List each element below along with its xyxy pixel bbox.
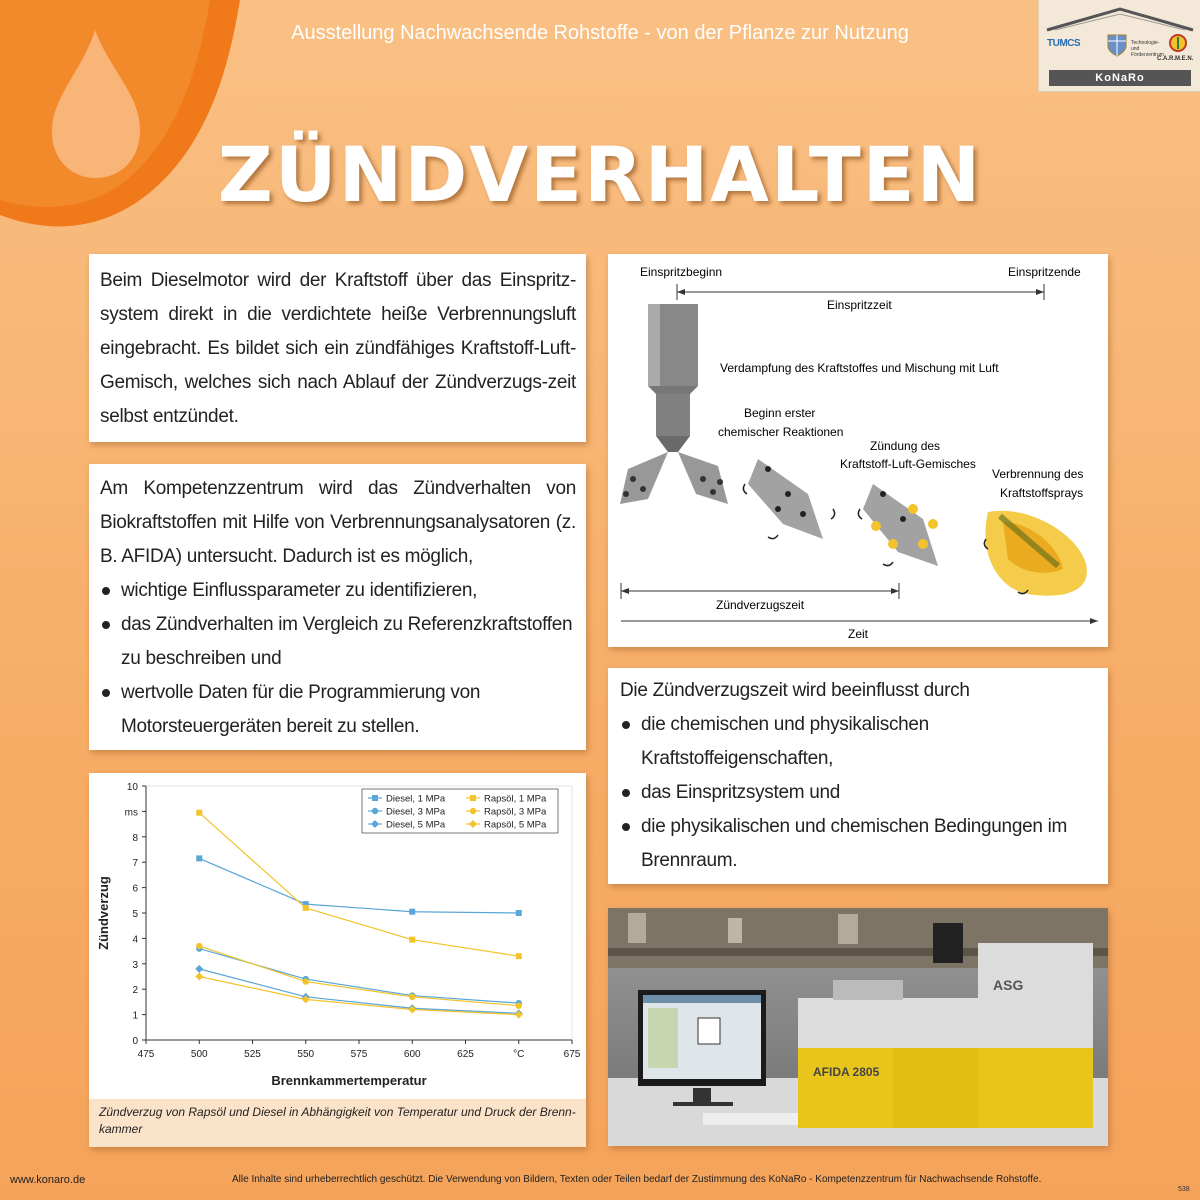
- data-point: [409, 994, 415, 1000]
- injector-nozzle-icon: [648, 304, 698, 452]
- y-tick-label: 0: [132, 1036, 138, 1047]
- data-point: [195, 965, 203, 973]
- legend-label: Rapsöl, 1 MPa: [484, 793, 547, 805]
- data-point: [516, 910, 522, 916]
- data-point: [408, 1006, 416, 1014]
- ignition-delay-label: Zündverzugszeit: [716, 598, 805, 612]
- konaro-logo: KoNaRo: [1049, 70, 1191, 86]
- x-tick-label: °C: [513, 1049, 525, 1060]
- data-point: [196, 855, 202, 861]
- y-tick-label: 5: [132, 909, 138, 920]
- x-tick-label: 550: [297, 1049, 315, 1060]
- y-axis-label: Zündverzug: [96, 876, 111, 950]
- competence-bullet-list: [100, 574, 576, 744]
- series-line: [199, 969, 519, 1013]
- chart-series-group: [195, 965, 523, 1017]
- x-tick-label: 675: [563, 1049, 581, 1060]
- bavaria-crest-icon: [1105, 32, 1129, 58]
- spray-combustion-icon: [984, 511, 1087, 596]
- data-point: [196, 943, 202, 949]
- y-tick-label: 7: [132, 858, 138, 870]
- y-tick-label: ms: [124, 807, 138, 819]
- lab-photo: [608, 908, 1108, 1146]
- intro-text: Beim Dieselmotor wird der Kraftstoff über das Einspritz-system direkt in die verdichtete heiße Verbrennungsluft eingebracht. Es bildet sich ein zündfähiges Kraftstoff-Luft- Gemisch, welches sich nach Ablauf der Zündverzugs-zeit selbst entzündet.: [100, 270, 576, 427]
- time-axis-label: Zeit: [848, 627, 869, 641]
- chart-series-group: [196, 855, 522, 916]
- spray-reaction-icon: [743, 459, 834, 539]
- tfz-logo: Technologie- und Förderzentrum: [1131, 40, 1164, 58]
- list-item: wertvolle Daten für die Programmierung von Motorsteuergeräten bereit zu stellen.: [100, 676, 576, 744]
- competence-text: Am Kompetenzzentrum wird das Zündverhalten von Biokraftstoffen mit Hilfe von Verbrennungsanalysatoren (z. B. AFIDA) untersucht. Dadurch ist es möglich,: [100, 478, 576, 567]
- legend-label: Diesel, 3 MPa: [386, 806, 446, 818]
- data-point: [303, 905, 309, 911]
- legend-label: Diesel, 1 MPa: [386, 793, 446, 805]
- x-tick-label: 600: [403, 1049, 421, 1060]
- legend-marker: [470, 795, 476, 801]
- factors-bullet-list: [620, 708, 1098, 878]
- ignition-label-line1: Zündung des: [870, 439, 941, 453]
- ignition-process-diagram: [608, 254, 1108, 647]
- list-item: das Einspritzsystem und: [620, 776, 1098, 810]
- carmen-logo: C.A.R.M.E.N.: [1157, 56, 1194, 62]
- legend-label: Rapsöl, 3 MPa: [484, 806, 547, 818]
- list-item: die chemischen und physikalischen Kraftstoffeigenschaften,: [620, 708, 1098, 776]
- ignition-delay-chart: [89, 773, 586, 1099]
- footer-copyright: Alle Inhalte sind urheberrechtlich geschützt. Die Verwendung von Bildern, Texten oder Teilen bedarf der Zustimmung des KoNaRo - Kompetenzzentrum für Nachwachsende Rohstoffe.: [232, 1174, 1042, 1185]
- injection-end-label: Einspritzende: [1008, 265, 1081, 279]
- roof-icon: [1045, 6, 1195, 32]
- series-line: [199, 949, 519, 1004]
- y-tick-label: 3: [132, 959, 138, 971]
- lab-photo-illustration: [608, 908, 1108, 1146]
- data-point: [196, 810, 202, 816]
- y-tick-label: 1: [132, 1010, 138, 1022]
- competence-card: [89, 464, 586, 750]
- chart-series-group: [196, 945, 522, 1006]
- reactions-label-line1: Beginn erster: [744, 406, 816, 420]
- footer-number: 538: [1178, 1186, 1190, 1193]
- combustion-label-line2: Kraftstoffsprays: [1000, 486, 1084, 500]
- series-line: [199, 858, 519, 913]
- data-point: [515, 1011, 523, 1019]
- chart-series-group: [196, 943, 522, 1009]
- x-tick-label: 500: [190, 1049, 208, 1060]
- carmen-logo-icon: [1169, 34, 1187, 52]
- x-tick-label: 625: [457, 1049, 474, 1060]
- intro-card: [89, 254, 586, 442]
- factors-intro: Die Zündverzugszeit wird beeinflusst durch: [620, 680, 970, 701]
- partner-logos: [1038, 0, 1200, 92]
- data-point: [516, 1003, 522, 1009]
- factors-card: [608, 668, 1108, 884]
- footer-website: www.konaro.de: [10, 1174, 86, 1186]
- series-line: [199, 813, 519, 957]
- y-tick-label: 6: [132, 883, 138, 895]
- evaporation-label: Verdampfung des Kraftstoffes und Mischung mit Luft: [720, 361, 999, 375]
- legend-marker: [470, 808, 476, 814]
- list-item: die physikalischen und chemischen Bedingungen im Brennraum.: [620, 810, 1098, 878]
- y-tick-label: 10: [126, 782, 138, 793]
- list-item: wichtige Einflussparameter zu identifizieren,: [100, 574, 576, 608]
- data-point: [409, 909, 415, 915]
- injection-start-label: Einspritzbeginn: [640, 265, 723, 279]
- device-name: AFIDA 2805: [813, 1065, 880, 1079]
- chart-caption: Zündverzug von Rapsöl und Diesel in Abhängigkeit von Temperatur und Druck der Brenn-kammer: [89, 1099, 586, 1147]
- data-point: [516, 953, 522, 959]
- data-point: [409, 937, 415, 943]
- combustion-label-line1: Verbrennung des: [992, 467, 1084, 481]
- device-brand: ASG: [993, 977, 1024, 993]
- y-tick-label: 2: [132, 985, 138, 997]
- y-tick-label: 8: [132, 832, 138, 844]
- series-line: [199, 977, 519, 1015]
- series-line: [199, 946, 519, 1006]
- tumcs-logo: TUMCS: [1047, 38, 1081, 49]
- legend-marker: [372, 795, 378, 801]
- diagram-svg: [608, 254, 1108, 647]
- spray-ignition-icon: [858, 484, 938, 566]
- x-tick-label: 475: [137, 1049, 155, 1060]
- legend-label: Diesel, 5 MPa: [386, 819, 446, 831]
- reactions-label-line2: chemischer Reaktionen: [718, 425, 844, 439]
- legend-marker: [372, 808, 378, 814]
- exhibition-title: Ausstellung Nachwachsende Rohstoffe - von der Pflanze zur Nutzung: [291, 22, 909, 44]
- ignition-delay-chart-card: [89, 773, 586, 1147]
- x-tick-label: 525: [244, 1049, 261, 1060]
- spray-injection-icon: [620, 452, 728, 504]
- y-tick-label: 4: [132, 934, 138, 946]
- data-point: [195, 973, 203, 981]
- ignition-label-line2: Kraftstoff-Luft-Gemisches: [840, 457, 976, 471]
- page-title: ZÜNDVERHALTEN: [217, 130, 983, 219]
- data-point: [303, 978, 309, 984]
- legend-label: Rapsöl, 5 MPa: [484, 819, 547, 831]
- x-axis-label: Brennkammertemperatur: [271, 1073, 427, 1088]
- injection-time-label: Einspritzzeit: [827, 298, 892, 312]
- x-tick-label: 575: [350, 1049, 368, 1060]
- list-item: das Zündverhalten im Vergleich zu Referenzkraftstoffen zu beschreiben und: [100, 608, 576, 676]
